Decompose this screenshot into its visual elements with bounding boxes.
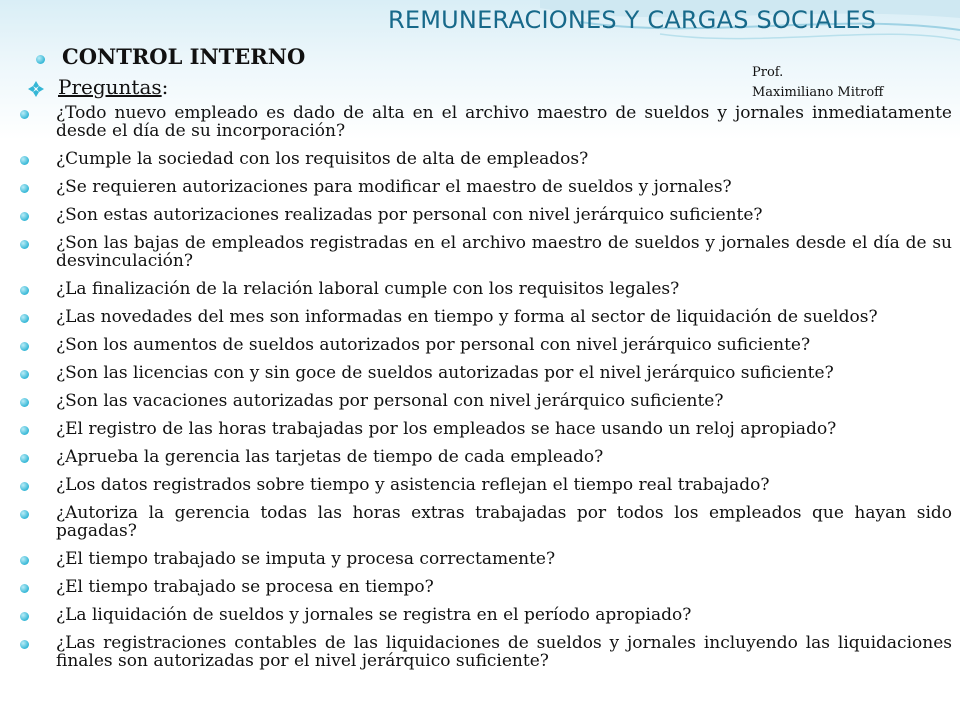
list-item [18, 206, 952, 224]
question-text: ¿Son las vacaciones autorizadas por personal con nivel jerárquico suficiente? [56, 391, 724, 411]
question-text: ¿Son las licencias con y sin goce de sueldos autorizadas por el nivel jerárquico suficiente? [56, 363, 834, 383]
list-item [18, 308, 952, 326]
heading-bullet-icon [36, 55, 45, 64]
list-item [18, 280, 952, 298]
question-text: ¿Cumple la sociedad con los requisitos de alta de empleados? [56, 149, 589, 169]
bullet-icon [20, 110, 29, 119]
bullet-icon [20, 156, 29, 165]
list-item [18, 634, 952, 670]
list-item [18, 150, 952, 168]
section-heading: CONTROL INTERNO [62, 44, 306, 69]
bullet-icon [20, 584, 29, 593]
question-text: ¿Todo nuevo empleado es dado de alta en el archivo maestro de sueldos y jornales inmediatamente desde el día de su incorporación? [56, 103, 952, 141]
question-text: ¿Los datos registrados sobre tiempo y asistencia reflejan el tiempo real trabajado? [56, 475, 770, 495]
question-text: ¿El registro de las horas trabajadas por los empleados se hace usando un reloj apropiado? [56, 419, 837, 439]
question-text: ¿La liquidación de sueldos y jornales se registra en el período apropiado? [56, 605, 692, 625]
question-text: ¿Se requieren autorizaciones para modificar el maestro de sueldos y jornales? [56, 177, 732, 197]
author-title: Prof. [752, 65, 784, 80]
question-text: ¿Son las bajas de empleados registradas en el archivo maestro de sueldos y jornales desde el día de su desvinculación? [56, 233, 952, 271]
question-text: ¿Son los aumentos de sueldos autorizados por personal con nivel jerárquico suficiente? [56, 335, 811, 355]
question-text: ¿Autoriza la gerencia todas las horas extras trabajadas por todos los empleados que hayan sido pagadas? [56, 503, 952, 541]
diamond-bullet-icon [27, 80, 45, 98]
list-item [18, 578, 952, 596]
question-text: ¿Aprueba la gerencia las tarjetas de tiempo de cada empleado? [56, 447, 604, 467]
list-item [18, 448, 952, 466]
subheading-colon: : [161, 75, 169, 99]
question-text: ¿La finalización de la relación laboral cumple con los requisitos legales? [56, 279, 680, 299]
author-credit [752, 63, 883, 103]
question-text: ¿El tiempo trabajado se procesa en tiempo? [56, 577, 434, 597]
list-item [18, 476, 952, 494]
bullet-icon [20, 342, 29, 351]
bullet-icon [20, 612, 29, 621]
list-item [18, 550, 952, 568]
list-item [18, 364, 952, 382]
bullet-icon [20, 286, 29, 295]
list-item [18, 178, 952, 196]
question-text: ¿Las novedades del mes son informadas en tiempo y forma al sector de liquidación de sueldos? [56, 307, 878, 327]
question-text: ¿El tiempo trabajado se imputa y procesa correctamente? [56, 549, 556, 569]
bullet-icon [20, 510, 29, 519]
question-text: ¿Las registraciones contables de las liquidaciones de sueldos y jornales incluyendo las liquidaciones finales son autorizadas por el nivel jerárquico suficiente? [56, 633, 952, 671]
bullet-icon [20, 556, 29, 565]
bullet-icon [20, 454, 29, 463]
subheading [58, 75, 168, 99]
question-text: ¿Son estas autorizaciones realizadas por personal con nivel jerárquico suficiente? [56, 205, 763, 225]
bullet-icon [20, 314, 29, 323]
bullet-icon [20, 482, 29, 491]
bullet-icon [20, 184, 29, 193]
questions-list [18, 104, 952, 680]
bullet-icon [20, 240, 29, 249]
list-item [18, 336, 952, 354]
list-item [18, 420, 952, 438]
bullet-icon [20, 426, 29, 435]
slide-title: REMUNERACIONES Y CARGAS SOCIALES [388, 6, 877, 34]
bullet-icon [20, 398, 29, 407]
subheading-label: Preguntas [58, 75, 162, 99]
bullet-icon [20, 640, 29, 649]
list-item [18, 504, 952, 540]
bullet-icon [20, 370, 29, 379]
list-item [18, 234, 952, 270]
list-item [18, 606, 952, 624]
author-name: Maximiliano Mitroff [752, 85, 884, 100]
bullet-icon [20, 212, 29, 221]
list-item [18, 104, 952, 140]
list-item [18, 392, 952, 410]
